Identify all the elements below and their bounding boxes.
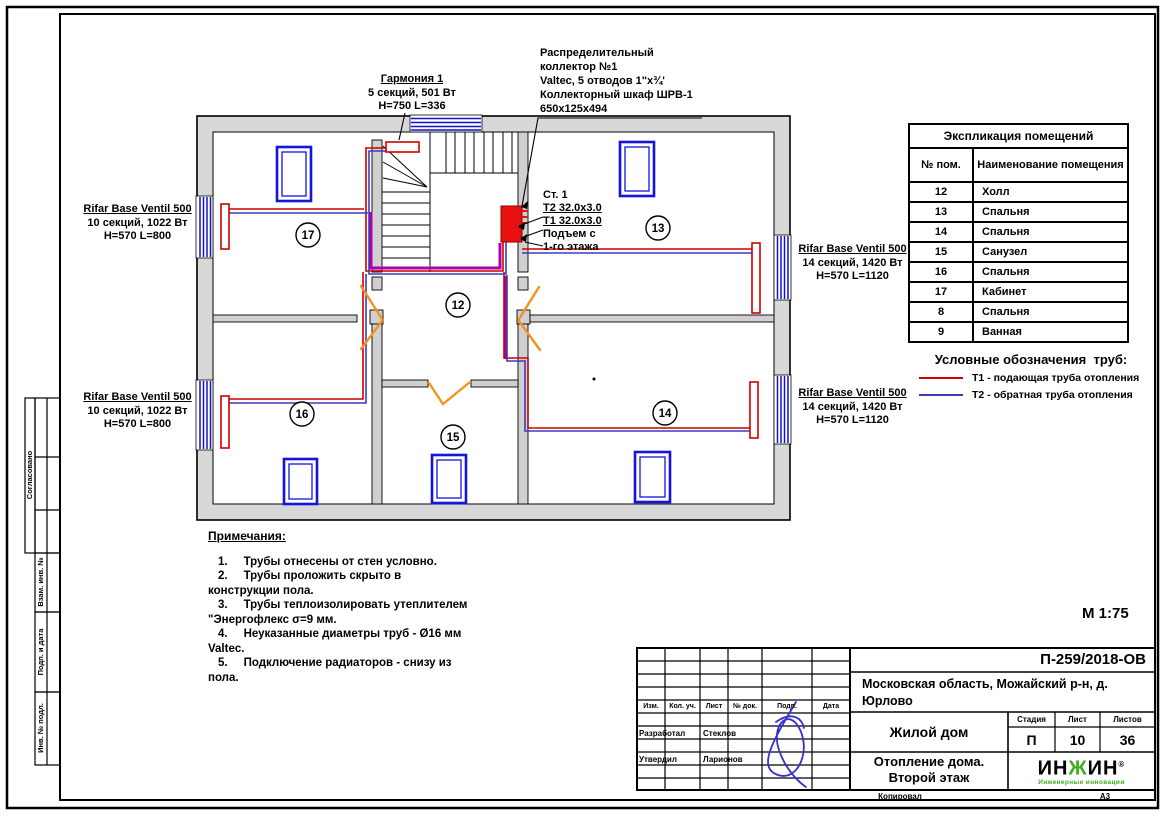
company-logo xyxy=(1008,755,1155,787)
table-row: 8 Спальня xyxy=(909,302,1128,322)
tb-doc-code: П-259/2018-ОВ xyxy=(1040,651,1146,668)
room-label-17 xyxy=(296,223,320,247)
radiator-stairs xyxy=(386,142,419,152)
radiator-13 xyxy=(752,243,760,313)
tb-sheet-header: Лист xyxy=(1068,715,1087,724)
room-label-15 xyxy=(441,425,465,449)
label-collector: Распределительный коллектор №1 Valtec, 5 отводов 1"х¾' Коллекторный шкаф ШРВ-1 650х125х494 xyxy=(540,47,693,115)
room-label-13 xyxy=(646,216,670,240)
plan-dot xyxy=(593,378,596,381)
tb-col-koluch: Кол. уч. xyxy=(669,703,696,710)
roof-window-13 xyxy=(620,142,654,196)
tb-developed-role: Разработал xyxy=(639,729,686,738)
radiator-14 xyxy=(750,382,758,438)
roof-window-16 xyxy=(284,459,317,504)
room-label-14 xyxy=(653,401,677,425)
pipe-legend xyxy=(905,352,1157,401)
tb-sheet-value: 10 xyxy=(1069,731,1086,748)
label-radiator-16: Rifar Base Ventil 500 10 секций, 1022 Вт Н=570 L=800 xyxy=(83,391,192,430)
tb-col-izm: Изм. xyxy=(643,703,659,710)
roof-window-14 xyxy=(635,452,670,502)
floor-plan xyxy=(196,113,791,520)
notes-title: Примечания: xyxy=(208,529,286,543)
legend-item-t2: Т2 - обратная труба отопления xyxy=(919,389,1157,401)
table-row: 17 Кабинет xyxy=(909,282,1128,302)
room-label-16 xyxy=(290,402,314,426)
note-item: 4. Неуказанные диаметры труб - Ø16 мм Valtec. xyxy=(208,628,465,655)
table-row: 15 Санузел xyxy=(909,242,1128,262)
registered-mark-icon: ® xyxy=(1118,760,1126,769)
tb-stage-value: П xyxy=(1026,731,1037,748)
tb-sheets-value: 36 xyxy=(1119,731,1136,748)
svg-text:14: 14 xyxy=(658,408,672,420)
logo-subtitle: Инженерные инновации xyxy=(1038,778,1125,786)
stamp-vzam-inv: Взам. инв. № xyxy=(36,557,45,607)
legend-item-t1: Т1 - подающая труба отопления xyxy=(919,372,1157,384)
tb-col-ndok: № док. xyxy=(733,703,757,710)
label-radiator-17: Rifar Base Ventil 500 10 секций, 1022 Вт Н=570 L=800 xyxy=(83,203,192,242)
tb-format-label: А3 xyxy=(1099,792,1111,801)
window-top xyxy=(410,115,482,132)
table-title: Экспликация помещений xyxy=(909,124,1128,148)
svg-text:17: 17 xyxy=(301,230,315,242)
tb-sheets-header: Листов xyxy=(1113,715,1142,724)
notes-block xyxy=(208,529,471,685)
table-row: 13 Спальня xyxy=(909,202,1128,222)
tb-approved-name: Ларионов xyxy=(703,755,743,764)
tb-col-podp: Подп. xyxy=(777,703,797,710)
tb-stage-header: Стадия xyxy=(1017,715,1046,724)
tb-approved-role: Утвердил xyxy=(639,755,677,764)
label-radiator-14: Rifar Base Ventil 500 14 секций, 1420 Вт Н=570 L=1120 xyxy=(798,387,907,426)
tb-col-data: Дата xyxy=(822,703,840,710)
note-item: 3. Трубы теплоизолировать утеплителем "Энергофлекс σ=9 мм. xyxy=(208,599,471,626)
svg-text:15: 15 xyxy=(446,432,460,444)
label-harmony-radiator: Гармония 1 5 секций, 501 Вт Н=750 L=336 xyxy=(368,73,456,112)
table-row: 12 Холл xyxy=(909,182,1128,202)
room-explication-table xyxy=(908,123,1129,343)
table-row: 16 Спальня xyxy=(909,262,1128,282)
tb-object-name: Жилой дом xyxy=(889,724,969,740)
tb-address: Московская область, Можайский р-н, д. Юрлово xyxy=(862,677,1108,708)
tb-copied-label: Копировал xyxy=(878,792,922,801)
col-header-name: Наименование помещения xyxy=(973,148,1128,182)
tb-col-list: Лист xyxy=(705,703,723,710)
logo-text: ИНЖИН® xyxy=(1037,757,1126,780)
roof-window-17 xyxy=(277,147,311,201)
svg-text:16: 16 xyxy=(295,409,309,421)
signature xyxy=(768,702,806,787)
room-label-12 xyxy=(446,293,470,317)
stamp-inv-podl: Инв. № подл. xyxy=(36,703,45,753)
stamp-podp-data: Подп. и дата xyxy=(36,628,45,676)
svg-text:13: 13 xyxy=(651,223,665,235)
stamp-approved: Согласовано xyxy=(25,450,34,500)
note-item: 1. Трубы отнесены от стен условно. xyxy=(218,555,437,568)
table-row: 14 Спальня xyxy=(909,222,1128,242)
label-radiator-13: Rifar Base Ventil 500 14 секций, 1420 Вт Н=570 L=1120 xyxy=(798,243,907,282)
return-pipe-swatch xyxy=(919,394,963,396)
note-item: 5. Подключение радиаторов - снизу из пола. xyxy=(208,657,455,684)
svg-text:12: 12 xyxy=(451,300,465,312)
radiator-16 xyxy=(221,396,229,448)
tb-drawing-name: Отопление дома. Второй этаж xyxy=(873,754,985,785)
supply-pipe-swatch xyxy=(919,377,963,379)
scale-label: М 1:75 xyxy=(1082,605,1129,622)
note-item: 2. Трубы проложить скрыто в конструкции пола. xyxy=(208,570,405,597)
tb-developed-name: Стеклов xyxy=(703,729,737,738)
legend-title: Условные обозначения труб: xyxy=(934,352,1128,367)
label-riser: Ст. 1 Т2 32.0х3.0 Т1 32.0х3.0 Подъем с 1-го этажа xyxy=(543,189,602,253)
col-header-number: № пом. xyxy=(909,148,973,182)
table-row: 9 Ванная xyxy=(909,322,1128,342)
roof-window-15 xyxy=(432,455,466,503)
radiator-17 xyxy=(221,204,229,249)
